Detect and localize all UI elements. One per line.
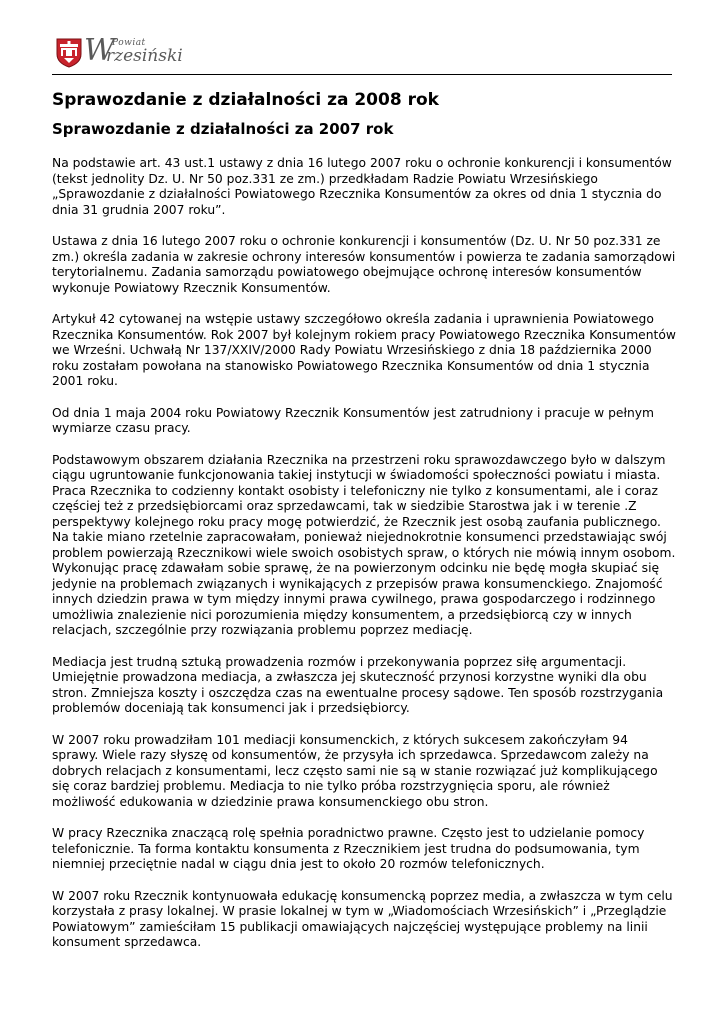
paragraph-6: Mediacja jest trudną sztuką prowadzenia rozmów i przekonywania poprzez siłę argumentacji. Umiejętnie prowadzona mediacja, a zwłaszcza jej skuteczność przynosi korzystne wyniki dla obu stron. Zmniejsza koszty i oszczędza czas na ewentualne procesy sądowe. Ten sposób rozstrzygania problemów doceniają tak konsumenci jak i przedsiębiorcy. [52,654,664,715]
logo-big-text: rzesiński [106,46,183,66]
paragraph-8: W pracy Rzecznika znaczącą rolę spełnia poradnictwo prawne. Często jest to udzielanie pomocy telefonicznie. Ta forma kontaktu konsumenta z Rzecznikiem jest trudna do podsumowania, tym niemniej przeciętnie nadal w ciągu dnia jest to około 20 rozmów telefonicznych. [52,826,645,871]
paragraph-3: Artykuł 42 cytowanej na wstępie ustawy szczegółowo określa zadania i uprawnienia Powiatowego Rzecznika Konsumentów. Rok 2007 był kolejnym rokiem pracy Powiatowego Rzecznika Konsumentów we Wrześni. Uchwałą Nr 137/XXIV/2000 Rady Powiatu Wrzesińskiego z dnia 18 października 2000 roku zostałam powołana na stanowisko Powiatowego Rzecznika Konsumentów od dnia 1 stycznia 2001 roku. [52,312,676,388]
paragraph-9: W 2007 roku Rzecznik kontynuowała edukację konsumencką poprzez media, a zwłaszcza w tym celu korzystała z prasy lokalnej. W prasie lokalnej w tym w „Wiadomościach Wrzesińskich” i „Przeglądzie Powiatowym” zamieściłam 15 publikacji omawiających najczęściej występujące problemy na linii konsument sprzedawca. [52,888,673,949]
page-header [52,34,672,75]
logo-initial: W [84,33,115,68]
logo-wordmark [84,33,196,70]
paragraph-4: Od dnia 1 maja 2004 roku Powiatowy Rzecznik Konsumentów jest zatrudniony i pracuje w pełnym wymiarze czasu pracy. [52,405,655,435]
paragraph-1: Na podstawie art. 43 ust.1 ustawy z dnia 16 lutego 2007 roku o ochronie konkurencji i konsumentów (tekst jednolity Dz. U. Nr 50 poz.331 ze zm.) przedkładam Radzie Powiatu Wrzesińskiego „Sprawozdanie z działalności Powiatowego Rzecznika Konsumentów za okres od dnia 1 stycznia do dnia 31 grudnia 2007 roku”. [52,156,672,217]
logo-small-text: Powiat [112,38,146,48]
paragraph-2: Ustawa z dnia 16 lutego 2007 roku o ochronie konkurencji i konsumentów (Dz. U. Nr 50 poz.331 ze zm.) określa zadania w zakresie ochrony interesów konsumentów i powierza te zadania samorządowi terytorialnemu. Zadania samorządu powiatowego obejmujące ochronę interesów konsumentów wykonuje Powiatowy Rzecznik Konsumentów. [52,234,676,295]
paragraph-5: Podstawowym obszarem działania Rzecznika na przestrzeni roku sprawozdawczego było w dalszym ciągu ugruntowanie funkcjonowania takiej instytucji w świadomości społeczności powiatu i miasta. Praca Rzecznika to codzienny kontakt osobisty i telefoniczny nie tylko z konsumentami, ale i coraz częściej też z przedsiębiorcami oraz sprzedawcami, tak w siedzibie Starostwa jak i w terenie .Z perspektywy kolejnego roku pracy mogę potwierdzić, że Rzecznik jest osobą zaufania publicznego. Na takie miano rzetelnie zapracowałam, ponieważ niejednokrotnie konsumenci przedstawiając swój problem powierzają Rzecznikowi wiele swoich osobistych spraw, o których nie mówią innym osobom. Wykonując pracę zdawałam sobie sprawę, że na powierzonym odcinku nie będę mogła skupiać się jedynie na problemach związanych i wynikających z przepisów prawa konsumenckiego. Znajomość innych dziedzin prawa w tym między innymi prawa cywilnego, prawa gospodarczego i rodzinnego umożliwia znalezienie nici porozumienia między konsumentem, a przedsiębiorcą czy w innych relacjach, szczególnie przy rozwiązania problemu poprzez mediację. [52,452,676,637]
paragraph-7: W 2007 roku prowadziłam 101 mediacji konsumenckich, z których sukcesem zakończyłam 94 sprawy. Wiele razy słyszę od konsumentów, że przysyła ich sprzedawca. Sprzedawcom zależy na dobrych relacjach z konsumentami, lecz często sami nie są w stanie rozwiązać już komplikującego się coraz bardziej problemu. Mediacja to nie tylko próba rozstrzygnięcia sporu, ale również możliwość edukowania w dziedzinie prawa konsumenckiego obu stron. [52,732,658,809]
document-body [52,88,677,951]
crest-icon [56,38,82,68]
page-subtitle: Sprawozdanie z działalności za 2007 rok [52,120,394,138]
page-title: Sprawozdanie z działalności za 2008 rok [52,90,439,110]
powiat-logo[interactable] [56,33,196,70]
